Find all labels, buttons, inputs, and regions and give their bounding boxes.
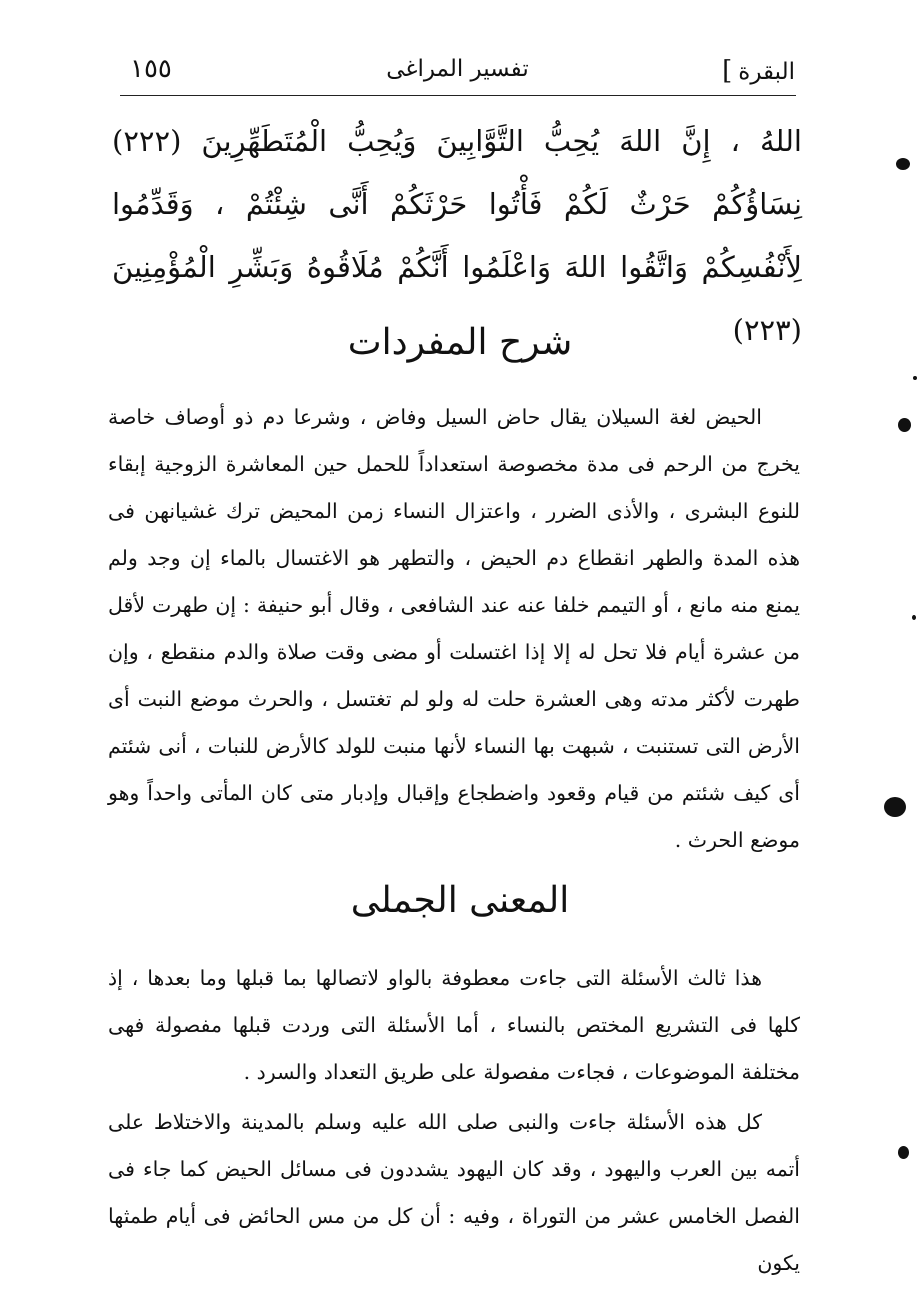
section-heading-vocabulary: شرح المفردات [347,322,573,363]
general-meaning-paragraph-2: كل هذه الأسئلة جاءت والنبى صلى الله عليه وسلم بالمدينة والاختلاط على أتمه بين العرب واليهود ، وقد كان اليهود يشددون فى مسائل الحيض كما جاء فى الفصل الخامس عشر من التوراة ، وفيه : أن كل من مس الحائض فى أيام طمثها يكون [108,1110,800,1275]
header-surah-name: البقرة] [722,56,795,86]
header-bracket: ] [722,56,733,86]
general-meaning-paragraph-1: هذا ثالث الأسئلة التى جاءت معطوفة بالواو لاتصالها بما قبلها وما بعدها ، إذ كلها فى التشريع المختص بالنساء ، أما الأسئلة التى وردت قبلها مفصولة فهى مختلفة الموضوعات ، فجاءت مفصولة على طريق التعداد والسرد . [108,966,800,1084]
scan-speck [898,418,911,432]
running-header [120,50,795,94]
header-divider [120,95,796,96]
vocabulary-paragraph: الحيض لغة السيلان يقال حاض السيل وفاض ، وشرعا دم ذو أوصاف خاصة يخرج من الرحم فى مدة مخصوصة استعداداً للحمل حين المعاشرة الزوجية إبقاء للنوع البشرى ، والأذى الضرر ، واعتزال النساء زمن المحيض ترك غشيانهن فى هذه المدة والطهر انقطاع دم الحيض ، والتطهر هو الاغتسال بالماء إن وجد ولم يمنع منه مانع ، أو التيمم خلفا عنه عند الشافعى ، وقال أبو حنيفة : إن طهرت لأقل من عشرة أيام فلا تحل له إلا إذا اغتسلت أو مضى وقت صلاة والدم منقطع ، وإن طهرت لأكثر مدته وهى العشرة حلت له ولو لم تغتسل ، والحرث موضع النبت أى الأرض التى تستنبت ، شبهت بها النساء لأنها منبت للولد كالأرض للنبات ، أنى شئتم أى كيف شئتم من قيام وقعود واضطجاع وإقبال وإدبار متى كان المأتى واحداً وهو موضع الحرث . [108,405,800,852]
scan-speck [913,376,917,380]
scan-speck [912,615,916,620]
page-number: ١٥٥ [130,54,172,84]
scan-speck [896,158,910,170]
scan-speck [898,1146,909,1159]
section-heading-general-meaning: المعنى الجملى [350,880,570,921]
header-book-title: تفسير المراغى [386,56,529,82]
quran-verses: اللهُ ، إِنَّ اللهَ يُحِبُّ التَّوَّابِينَ وَيُحِبُّ الْمُتَطَهِّرِينَ (٢٢٢) نِسَاؤُكُمْ حَرْثٌ لَكُمْ فَأْتُوا حَرْثَكُمْ أَنَّى شِئْتُمْ ، وَقَدِّمُوا لِأَنْفُسِكُمْ وَاتَّقُوا اللهَ وَاعْلَمُوا أَنَّكُمْ مُلَاقُوهُ وَبَشِّرِ الْمُؤْمِنِينَ (٢٢٣) [112,124,802,347]
scan-speck [884,797,906,817]
